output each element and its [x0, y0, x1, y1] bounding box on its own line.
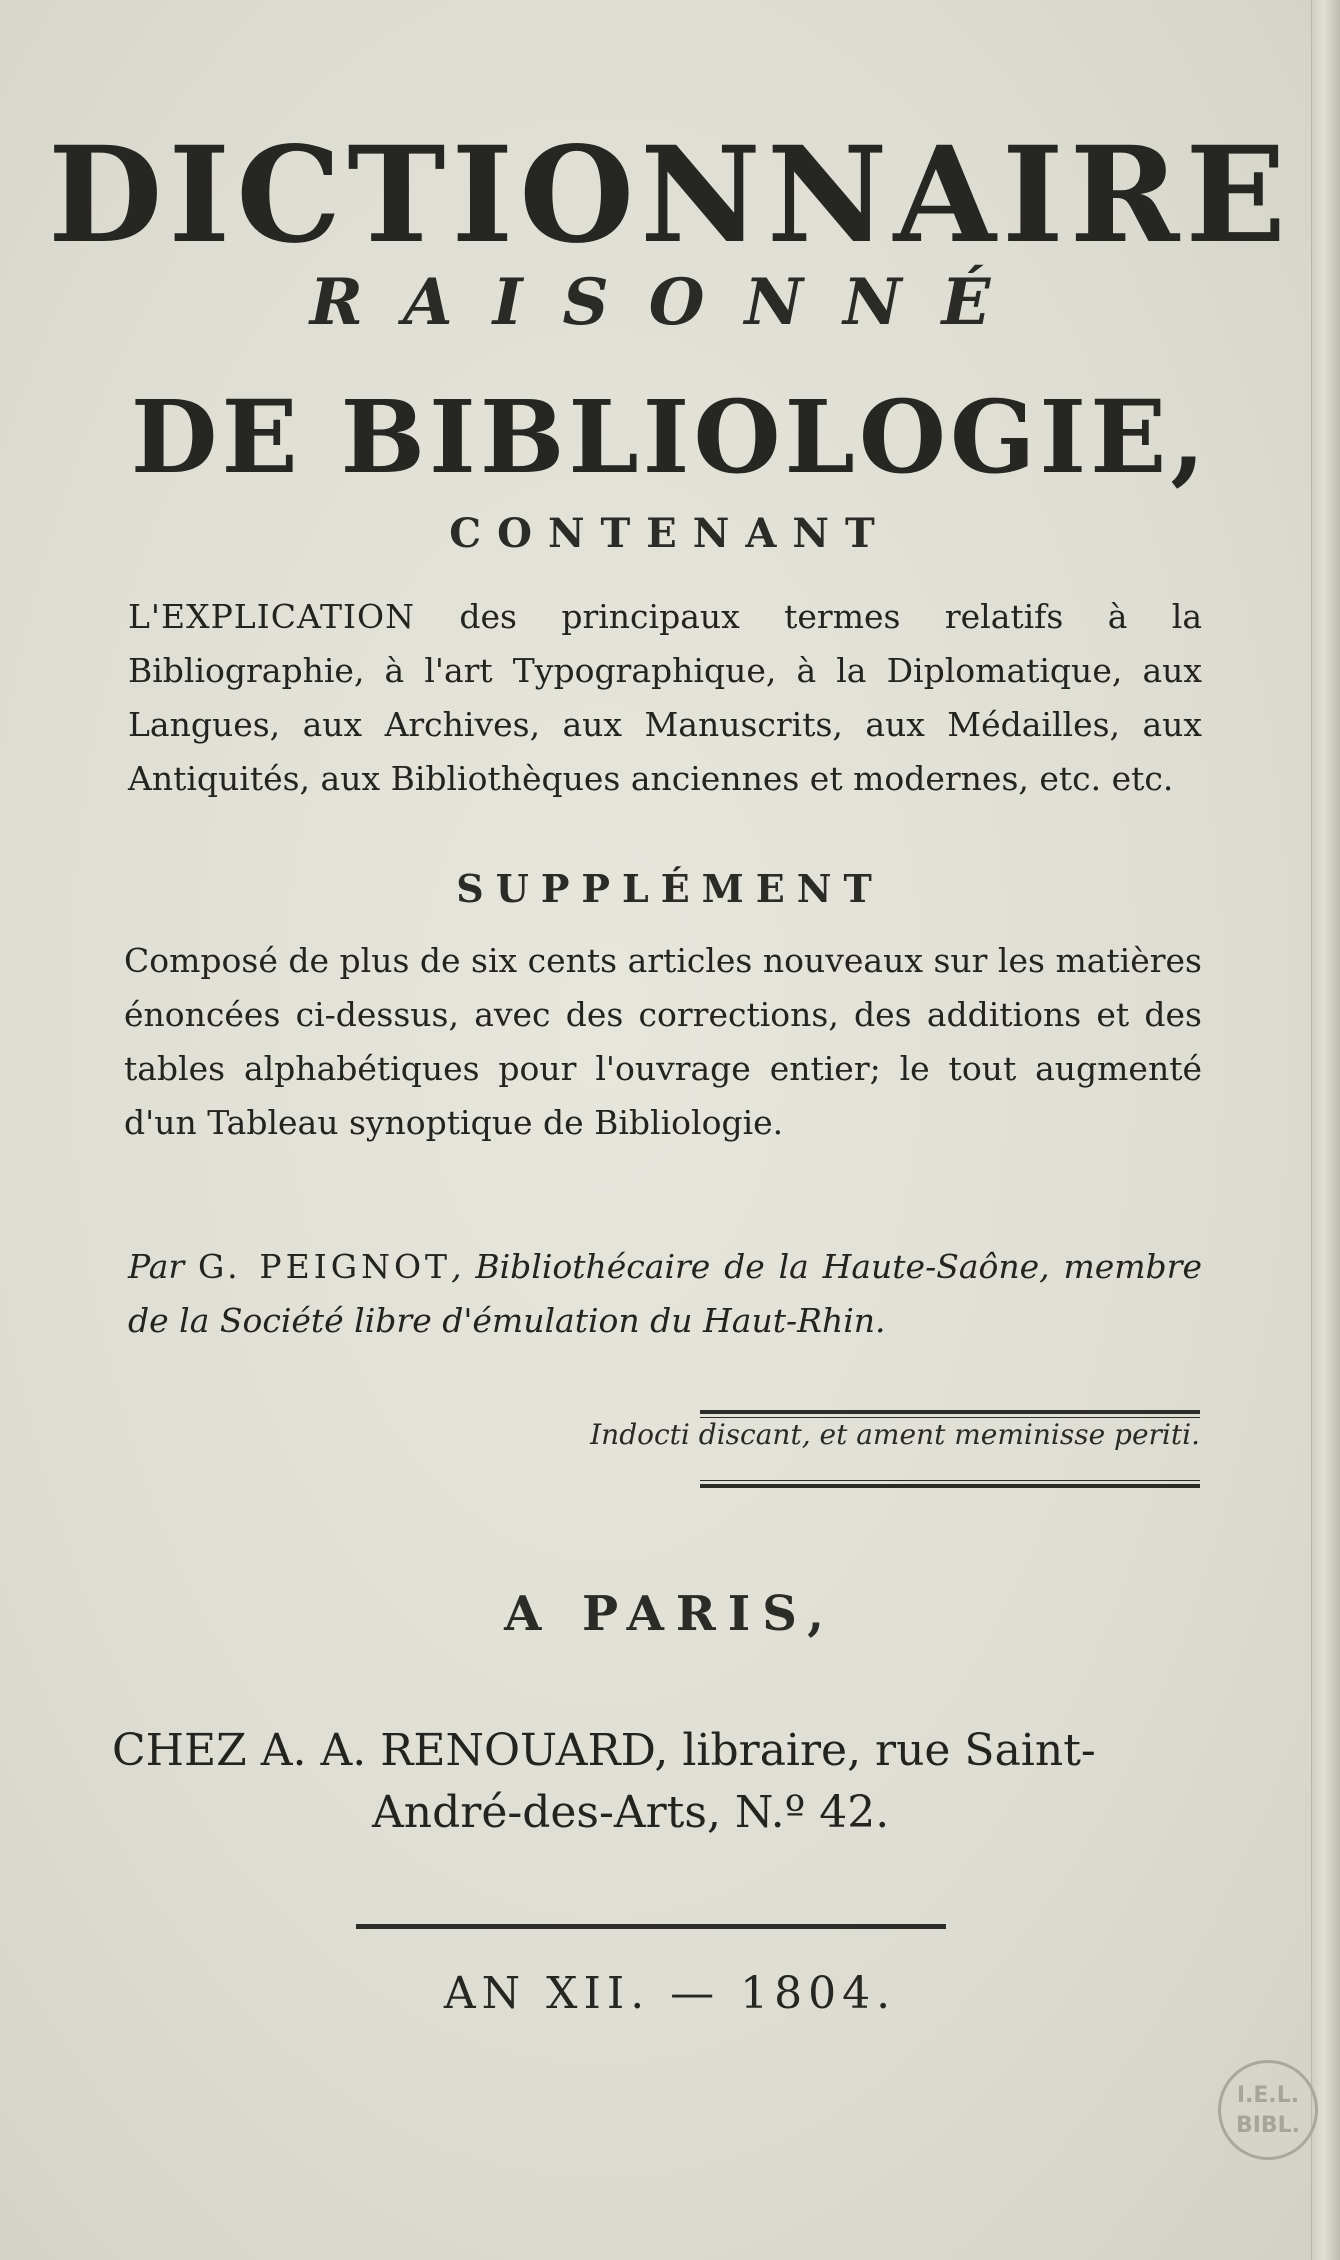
supplement-paragraph: Composé de plus de six cents articles nouveaux sur les matières énoncées ci-dessus, avec des corrections, des additions et des tables alphabétiques pour l'ouvrage entier; le tout augmenté d'un Tableau synoptique de Bibliologie. [124, 941, 1202, 1142]
place-of-publication: A PARIS, [504, 1586, 836, 1642]
contenant-heading: CONTENANT [449, 510, 891, 557]
explication-paragraph [128, 590, 1202, 806]
stamp-line-1: I.E.L. [1236, 2083, 1300, 2108]
author-name: G. PEIGNOT [197, 1247, 452, 1286]
motto-rule-bottom [700, 1480, 1200, 1481]
explication-text: des principaux termes relatifs à la Bibliographie, à l'art Typographique, à la Diplomatique, aux Langues, aux Archives, aux Manuscrits, aux Médailles, aux Antiquités, aux Bibliothèques anciennes et modernes, etc. etc. [128, 597, 1202, 798]
title-line-bibliologie: DE BIBLIOLOGIE, [130, 378, 1210, 496]
motto-rule-top [700, 1410, 1200, 1414]
author-prefix: Par [128, 1247, 198, 1286]
title-line-dictionnaire: DICTIONNAIRE [47, 118, 1292, 273]
publisher-line-1: CHEZ A. A. RENOUARD, libraire, rue Saint- [112, 1725, 1096, 1776]
publisher-line-2: André-des-Arts, N.º 42. [372, 1787, 890, 1838]
author-line [128, 1240, 1202, 1348]
stamp-line-2: BIBL. [1235, 2113, 1301, 2138]
date-rule [356, 1924, 946, 1929]
publisher-address [112, 1720, 1212, 1844]
library-stamp [1218, 2060, 1318, 2160]
publication-date: AN XII. — 1804. [443, 1968, 897, 2019]
author-title: , Bibliothécaire de la Haute-Saône, membre de la Société libre d'émulation du Haut-Rhin. [128, 1247, 1202, 1340]
title-line-raisonne: RAISONNÉ [309, 265, 1031, 340]
motto: Indocti discant, et ament meminisse periti. [590, 1418, 1200, 1451]
supplement-heading: SUPPLÉMENT [456, 866, 884, 911]
motto-rule-bottom-thick [700, 1484, 1200, 1488]
explication-lead: L'EXPLICATION [128, 597, 415, 636]
